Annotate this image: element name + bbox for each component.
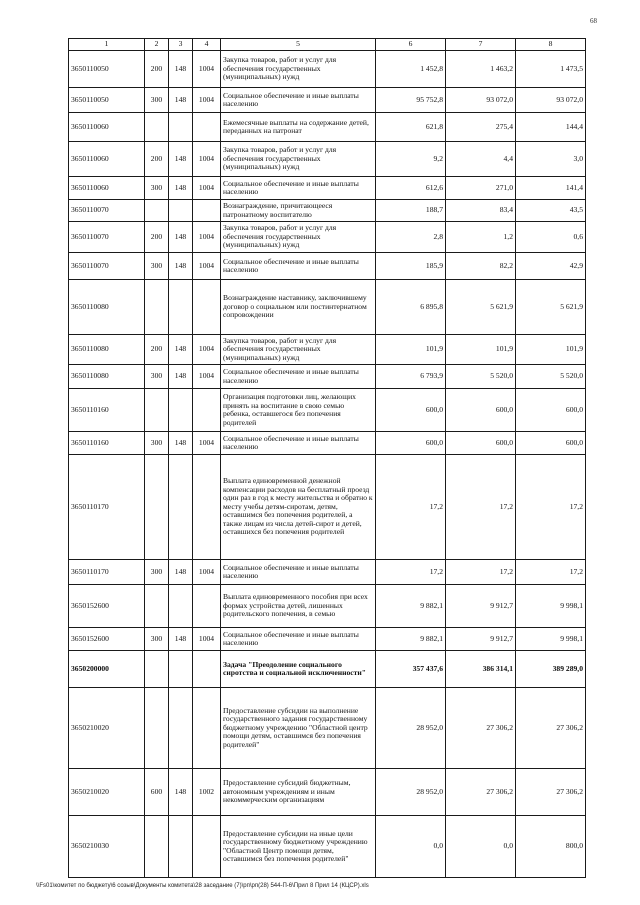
cell-column-3 bbox=[169, 455, 193, 560]
cell-value-8: 389 289,0 bbox=[516, 651, 586, 688]
cell-value-6: 28 952,0 bbox=[376, 688, 446, 769]
cell-value-7: 17,2 bbox=[446, 455, 516, 560]
cell-name: Закупка товаров, работ и услуг для обеспечения государственных (муниципальных) нужд bbox=[221, 222, 376, 253]
cell-value-7: 17,2 bbox=[446, 560, 516, 585]
cell-name: Предоставление субсидий бюджетным, автономным учреждениям и иным некоммерческим организациям bbox=[221, 769, 376, 816]
cell-column-4: 1004 bbox=[193, 628, 221, 651]
cell-column-4: 1004 bbox=[193, 222, 221, 253]
cell-code: 3650110070 bbox=[69, 253, 145, 280]
cell-value-8: 5 520,0 bbox=[516, 365, 586, 389]
budget-table bbox=[68, 38, 586, 878]
cell-value-7: 4,4 bbox=[446, 142, 516, 177]
cell-value-8: 1 473,5 bbox=[516, 51, 586, 88]
cell-column-3 bbox=[169, 688, 193, 769]
cell-name: Социальное обеспечение и иные выплаты населению bbox=[221, 365, 376, 389]
cell-code: 3650110080 bbox=[69, 365, 145, 389]
cell-column-4 bbox=[193, 651, 221, 688]
cell-value-8: 9 998,1 bbox=[516, 628, 586, 651]
cell-value-7: 82,2 bbox=[446, 253, 516, 280]
cell-value-8: 9 998,1 bbox=[516, 585, 586, 628]
column-header-3: 3 bbox=[169, 39, 193, 51]
cell-column-3: 148 bbox=[169, 88, 193, 113]
column-header-6: 6 bbox=[376, 39, 446, 51]
cell-column-3 bbox=[169, 113, 193, 142]
cell-code: 3650110050 bbox=[69, 88, 145, 113]
cell-value-8: 17,2 bbox=[516, 560, 586, 585]
cell-name: Выплата единовременного пособия при всех формах устройства детей, лишенных родительского попечения, в семью bbox=[221, 585, 376, 628]
cell-value-8: 17,2 bbox=[516, 455, 586, 560]
table-row bbox=[69, 628, 586, 651]
table-row bbox=[69, 389, 586, 432]
cell-code: 3650110080 bbox=[69, 280, 145, 335]
table-row bbox=[69, 688, 586, 769]
cell-column-4 bbox=[193, 113, 221, 142]
cell-column-2: 300 bbox=[145, 365, 169, 389]
cell-value-8: 800,0 bbox=[516, 816, 586, 878]
cell-code: 3650110060 bbox=[69, 142, 145, 177]
table-row bbox=[69, 585, 586, 628]
cell-code: 3650110050 bbox=[69, 51, 145, 88]
cell-name: Ежемесячные выплаты на содержание детей, переданных на патронат bbox=[221, 113, 376, 142]
cell-value-8: 3,0 bbox=[516, 142, 586, 177]
cell-value-6: 6 793,9 bbox=[376, 365, 446, 389]
cell-value-7: 271,0 bbox=[446, 177, 516, 200]
cell-code: 3650152600 bbox=[69, 628, 145, 651]
cell-column-4 bbox=[193, 455, 221, 560]
table-row bbox=[69, 253, 586, 280]
cell-column-2: 300 bbox=[145, 88, 169, 113]
cell-value-8: 144,4 bbox=[516, 113, 586, 142]
cell-value-8: 600,0 bbox=[516, 432, 586, 455]
column-header-2: 2 bbox=[145, 39, 169, 51]
cell-column-4: 1004 bbox=[193, 560, 221, 585]
cell-value-6: 9 882,1 bbox=[376, 628, 446, 651]
cell-column-2: 300 bbox=[145, 253, 169, 280]
cell-value-8: 43,5 bbox=[516, 200, 586, 222]
cell-value-6: 2,8 bbox=[376, 222, 446, 253]
cell-value-7: 1 463,2 bbox=[446, 51, 516, 88]
task-row bbox=[69, 651, 586, 688]
table-row bbox=[69, 222, 586, 253]
table-row bbox=[69, 88, 586, 113]
cell-name: Социальное обеспечение и иные выплаты населению bbox=[221, 253, 376, 280]
table-row bbox=[69, 142, 586, 177]
table-row bbox=[69, 365, 586, 389]
cell-name: Выплата единовременной денежной компенсации расходов на бесплатный проезд один раз в год к месту жительства и обратно к месту учебы детям-сиротам, детям, оставшимся без попечения родителей, а также лицам из числа детей-сирот и детей, оставшихся без попечения родителей bbox=[221, 455, 376, 560]
cell-value-7: 5 621,9 bbox=[446, 280, 516, 335]
cell-value-6: 612,6 bbox=[376, 177, 446, 200]
cell-value-6: 6 895,8 bbox=[376, 280, 446, 335]
cell-column-4 bbox=[193, 688, 221, 769]
cell-code: 3650210030 bbox=[69, 816, 145, 878]
cell-value-6: 0,0 bbox=[376, 816, 446, 878]
cell-code: 3650110170 bbox=[69, 455, 145, 560]
cell-value-6: 101,9 bbox=[376, 335, 446, 365]
cell-column-4: 1004 bbox=[193, 365, 221, 389]
cell-name: Закупка товаров, работ и услуг для обеспечения государственных (муниципальных) нужд bbox=[221, 51, 376, 88]
cell-value-6: 17,2 bbox=[376, 455, 446, 560]
cell-value-7: 83,4 bbox=[446, 200, 516, 222]
cell-value-7: 600,0 bbox=[446, 389, 516, 432]
cell-value-6: 17,2 bbox=[376, 560, 446, 585]
cell-column-2 bbox=[145, 585, 169, 628]
cell-column-2: 200 bbox=[145, 335, 169, 365]
cell-value-6: 28 952,0 bbox=[376, 769, 446, 816]
table-body bbox=[69, 51, 586, 878]
cell-value-7: 275,4 bbox=[446, 113, 516, 142]
cell-value-6: 9 882,1 bbox=[376, 585, 446, 628]
cell-value-8: 141,4 bbox=[516, 177, 586, 200]
cell-value-8: 27 306,2 bbox=[516, 769, 586, 816]
cell-column-3 bbox=[169, 651, 193, 688]
table-row bbox=[69, 816, 586, 878]
cell-column-4 bbox=[193, 816, 221, 878]
cell-column-3 bbox=[169, 280, 193, 335]
column-header-1: 1 bbox=[69, 39, 145, 51]
cell-code: 3650110170 bbox=[69, 560, 145, 585]
page-number: 68 bbox=[590, 17, 597, 25]
cell-value-8: 93 072,0 bbox=[516, 88, 586, 113]
cell-column-2: 200 bbox=[145, 51, 169, 88]
cell-value-7: 93 072,0 bbox=[446, 88, 516, 113]
cell-value-7: 27 306,2 bbox=[446, 769, 516, 816]
cell-code: 3650210020 bbox=[69, 769, 145, 816]
cell-column-2: 200 bbox=[145, 142, 169, 177]
cell-value-6: 9,2 bbox=[376, 142, 446, 177]
column-header-4: 4 bbox=[193, 39, 221, 51]
cell-column-3 bbox=[169, 389, 193, 432]
cell-value-8: 600,0 bbox=[516, 389, 586, 432]
cell-value-7: 5 520,0 bbox=[446, 365, 516, 389]
cell-code: 3650200000 bbox=[69, 651, 145, 688]
cell-column-4 bbox=[193, 200, 221, 222]
cell-column-3: 148 bbox=[169, 222, 193, 253]
cell-column-3: 148 bbox=[169, 769, 193, 816]
cell-column-3 bbox=[169, 816, 193, 878]
cell-name: Организация подготовки лиц, желающих принять на воспитание в свою семью ребенка, оставшегося без попечения родителей bbox=[221, 389, 376, 432]
cell-value-7: 9 912,7 bbox=[446, 585, 516, 628]
cell-name: Социальное обеспечение и иные выплаты населению bbox=[221, 432, 376, 455]
table-row bbox=[69, 51, 586, 88]
cell-column-2 bbox=[145, 455, 169, 560]
cell-value-8: 27 306,2 bbox=[516, 688, 586, 769]
cell-column-3: 148 bbox=[169, 628, 193, 651]
table-row bbox=[69, 335, 586, 365]
cell-column-4 bbox=[193, 585, 221, 628]
footer-file-path: \\Fs01\комитет по бюджету\6 созыв\Документы комитета\28 заседание (7)\рп\рп(28) 544-П-6\Прил 8 Прил 14 (КЦСР).xls bbox=[36, 883, 369, 889]
cell-column-2 bbox=[145, 280, 169, 335]
cell-value-7: 1,2 bbox=[446, 222, 516, 253]
table-row bbox=[69, 432, 586, 455]
cell-name: Вознаграждение наставнику, заключившему договор о социальном или постинтернатном сопровождении bbox=[221, 280, 376, 335]
cell-column-2 bbox=[145, 389, 169, 432]
cell-column-2 bbox=[145, 200, 169, 222]
cell-column-2 bbox=[145, 113, 169, 142]
cell-column-3: 148 bbox=[169, 432, 193, 455]
cell-column-3: 148 bbox=[169, 253, 193, 280]
cell-value-8: 101,9 bbox=[516, 335, 586, 365]
cell-column-3: 148 bbox=[169, 51, 193, 88]
cell-name: Задача "Преодоление социального сиротства и социальной исключенности" bbox=[221, 651, 376, 688]
cell-column-4 bbox=[193, 280, 221, 335]
cell-code: 3650110070 bbox=[69, 222, 145, 253]
cell-column-3: 148 bbox=[169, 365, 193, 389]
table-row bbox=[69, 280, 586, 335]
cell-value-6: 600,0 bbox=[376, 432, 446, 455]
table-row bbox=[69, 769, 586, 816]
cell-name: Предоставление субсидии на выполнение государственного задания государственному бюджетному учреждению "Областной центр помощи детям, оставшимся без попечения родителей" bbox=[221, 688, 376, 769]
cell-column-2: 300 bbox=[145, 628, 169, 651]
cell-value-7: 27 306,2 bbox=[446, 688, 516, 769]
cell-value-8: 0,6 bbox=[516, 222, 586, 253]
cell-name: Закупка товаров, работ и услуг для обеспечения государственных (муниципальных) нужд bbox=[221, 142, 376, 177]
cell-name: Предоставление субсидии на иные цели государственному бюджетному учреждению "Областной Центр помощи детям, оставшимся без попечения родителей" bbox=[221, 816, 376, 878]
cell-column-2: 300 bbox=[145, 177, 169, 200]
cell-column-2: 300 bbox=[145, 560, 169, 585]
cell-column-2 bbox=[145, 688, 169, 769]
cell-column-2: 300 bbox=[145, 432, 169, 455]
cell-value-6: 1 452,8 bbox=[376, 51, 446, 88]
cell-column-4: 1004 bbox=[193, 253, 221, 280]
cell-value-8: 42,9 bbox=[516, 253, 586, 280]
cell-name: Социальное обеспечение и иные выплаты населению bbox=[221, 177, 376, 200]
table-row bbox=[69, 177, 586, 200]
cell-column-4: 1004 bbox=[193, 177, 221, 200]
cell-column-3: 148 bbox=[169, 560, 193, 585]
table-header-row bbox=[69, 39, 586, 51]
cell-name: Социальное обеспечение и иные выплаты населению bbox=[221, 560, 376, 585]
table-row bbox=[69, 113, 586, 142]
table-row bbox=[69, 455, 586, 560]
cell-value-8: 5 621,9 bbox=[516, 280, 586, 335]
cell-value-6: 188,7 bbox=[376, 200, 446, 222]
cell-code: 3650110160 bbox=[69, 389, 145, 432]
cell-column-4: 1004 bbox=[193, 335, 221, 365]
cell-value-7: 0,0 bbox=[446, 816, 516, 878]
cell-value-6: 95 752,8 bbox=[376, 88, 446, 113]
cell-code: 3650110080 bbox=[69, 335, 145, 365]
cell-column-3: 148 bbox=[169, 142, 193, 177]
cell-column-4: 1002 bbox=[193, 769, 221, 816]
cell-column-3: 148 bbox=[169, 335, 193, 365]
cell-column-2 bbox=[145, 651, 169, 688]
table-row bbox=[69, 200, 586, 222]
cell-column-2 bbox=[145, 816, 169, 878]
cell-name: Закупка товаров, работ и услуг для обеспечения государственных (муниципальных) нужд bbox=[221, 335, 376, 365]
column-header-7: 7 bbox=[446, 39, 516, 51]
cell-code: 3650152600 bbox=[69, 585, 145, 628]
cell-column-2: 600 bbox=[145, 769, 169, 816]
column-header-5: 5 bbox=[221, 39, 376, 51]
cell-column-3: 148 bbox=[169, 177, 193, 200]
cell-code: 3650210020 bbox=[69, 688, 145, 769]
cell-code: 3650110160 bbox=[69, 432, 145, 455]
cell-column-4: 1004 bbox=[193, 88, 221, 113]
cell-code: 3650110060 bbox=[69, 177, 145, 200]
cell-value-6: 357 437,6 bbox=[376, 651, 446, 688]
cell-value-7: 9 912,7 bbox=[446, 628, 516, 651]
cell-column-4: 1004 bbox=[193, 51, 221, 88]
cell-column-3 bbox=[169, 585, 193, 628]
table-row bbox=[69, 560, 586, 585]
cell-value-7: 600,0 bbox=[446, 432, 516, 455]
cell-code: 3650110060 bbox=[69, 113, 145, 142]
cell-name: Вознаграждение, причитающееся патронатному воспитателю bbox=[221, 200, 376, 222]
column-header-8: 8 bbox=[516, 39, 586, 51]
cell-value-7: 101,9 bbox=[446, 335, 516, 365]
cell-value-6: 621,8 bbox=[376, 113, 446, 142]
cell-column-4 bbox=[193, 389, 221, 432]
cell-name: Социальное обеспечение и иные выплаты населению bbox=[221, 88, 376, 113]
cell-name: Социальное обеспечение и иные выплаты населению bbox=[221, 628, 376, 651]
cell-column-4: 1004 bbox=[193, 432, 221, 455]
cell-value-7: 386 314,1 bbox=[446, 651, 516, 688]
cell-value-6: 600,0 bbox=[376, 389, 446, 432]
cell-code: 3650110070 bbox=[69, 200, 145, 222]
cell-value-6: 185,9 bbox=[376, 253, 446, 280]
cell-column-4: 1004 bbox=[193, 142, 221, 177]
cell-column-3 bbox=[169, 200, 193, 222]
cell-column-2: 200 bbox=[145, 222, 169, 253]
